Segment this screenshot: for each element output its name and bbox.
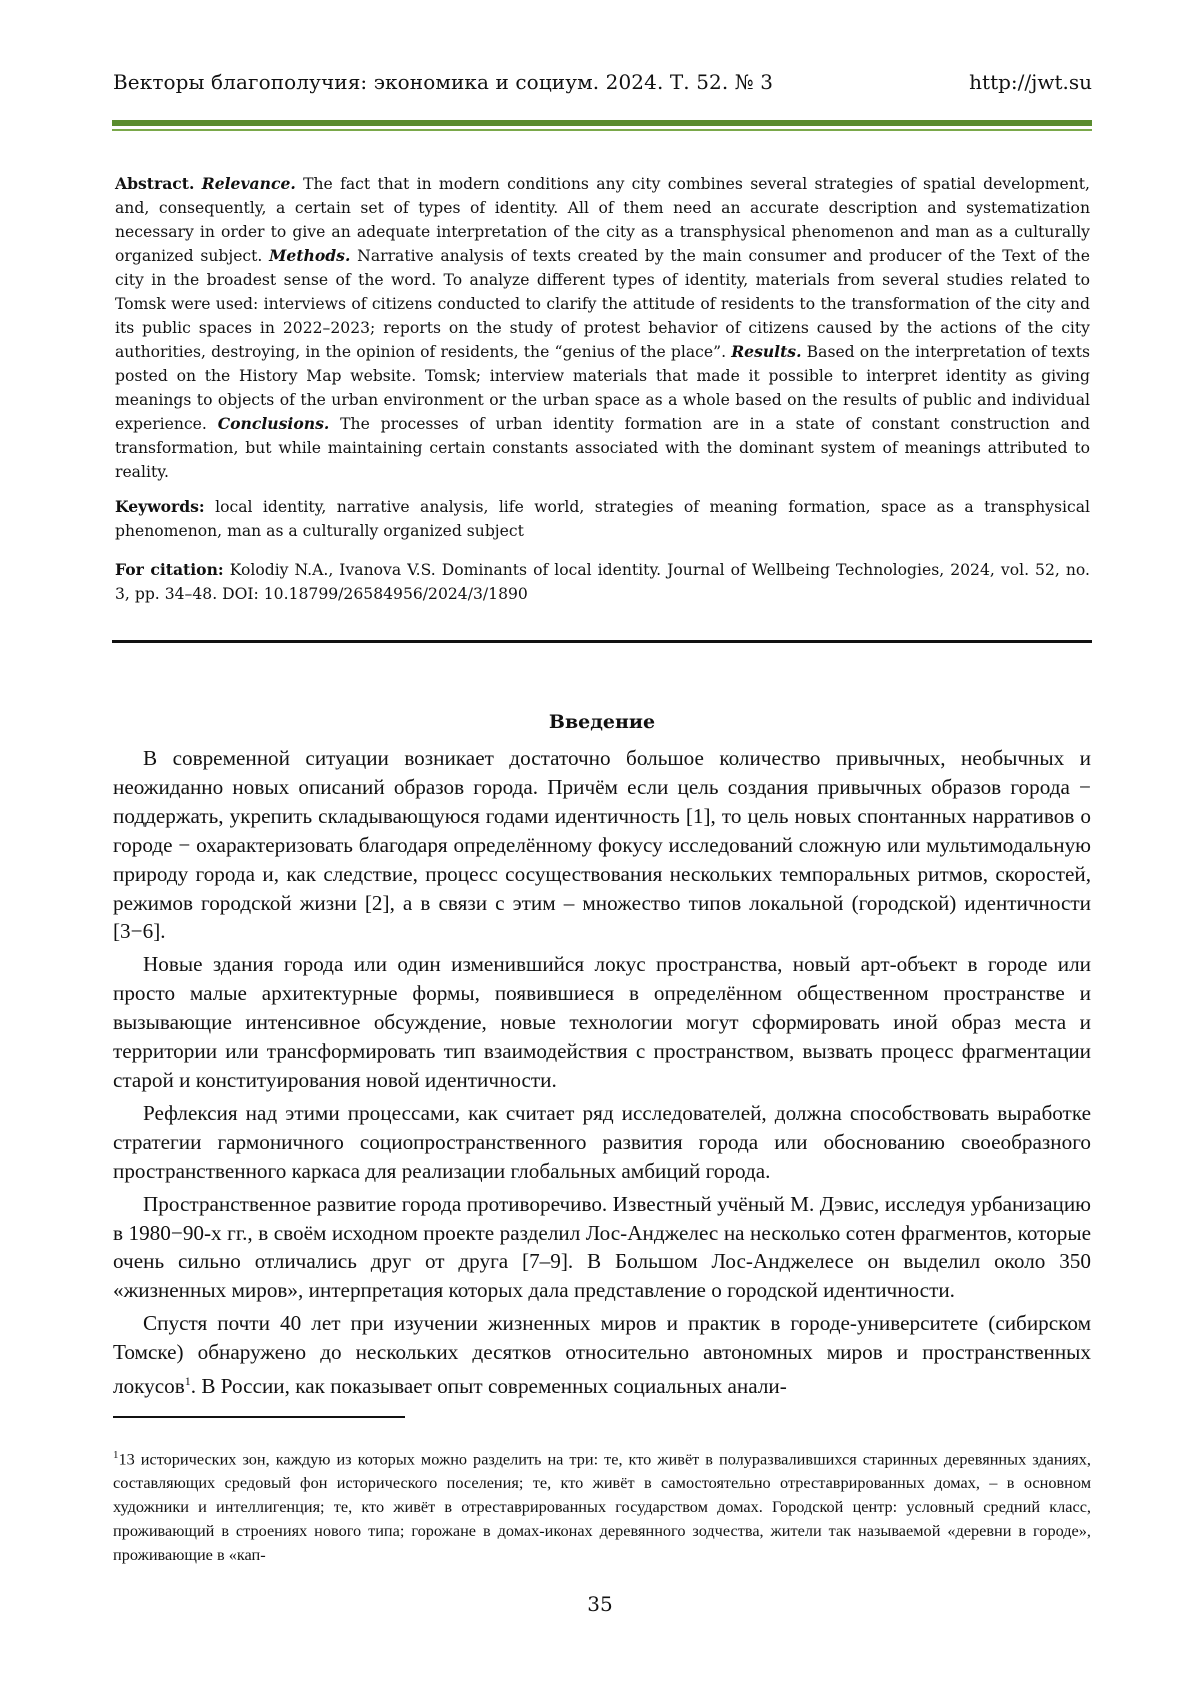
footnote-text: 13 исторических зон, каждую из которых можно разделить на три: те, кто живёт в полуразвалившихся старинных деревянных зданиях, составляющих средовый фон исторического поселения; те, кто живёт в самостоятельно отреставрированных домах, – в основном художники и интеллигенция; те, кто живёт в отреставрированных государством домах. Городской центр: условный средний класс, проживающий в строениях нового типа; горожане в домах-иконах деревянного зодчества, жители так называемой «деревни в городе», проживающие в «кап- <box>113 1449 1091 1565</box>
relevance-label: Relevance. <box>201 174 296 193</box>
header-rule-thin <box>112 129 1092 131</box>
body-paragraph <box>113 1309 1091 1401</box>
keywords-label: Keywords: <box>115 497 205 516</box>
section-title: Введение <box>548 711 656 733</box>
body-text <box>113 744 1091 1405</box>
relevance-text: The fact that in modern conditions any city combines several strategies of spatial development, and, consequently, a certain set of types of identity. All of them need an accurate description and systematization necessary in order to give an adequate interpretation of the city as a transphysical phenomenon and man as a culturally organized subject. <box>115 175 1090 265</box>
citation <box>115 558 1090 606</box>
paragraph-text: . В России, как показывает опыт современных социальных анали- <box>190 1374 787 1399</box>
journal-url[interactable]: http://jwt.su <box>969 70 1092 94</box>
header-rule-thick <box>112 120 1092 126</box>
citation-label: For citation: <box>115 560 224 579</box>
page-number: 35 <box>587 1592 613 1616</box>
paragraph-text: Спустя почти 40 лет при изучении жизненных миров и практик в городе-университете (сибирском Томске) обнаружено до нескольких десятков относительно автономных миров и пространственных локусов <box>113 1311 1091 1399</box>
body-paragraph: Пространственное развитие города противоречиво. Известный учёный М. Дэвис, исследуя урбанизацию в 1980−90-х гг., в своём исходном проекте разделил Лос-Анджелес на несколько сотен фрагментов, которые очень сильно отличались друг от друга [7–9]. В Большом Лос-Анджелесе он выделил около 350 «жизненных миров», интерпретация которых дала представление о городской идентичности. <box>113 1191 1091 1303</box>
body-paragraph: Рефлексия над этими процессами, как считает ряд исследователей, должна способствовать выработке стратегии гармоничного социопространственного развития города или обоснованию своеобразного пространственного каркаса для реализации глобальных амбиций города. <box>113 1100 1091 1183</box>
footnote-number: 1 <box>113 1449 119 1461</box>
abstract-divider <box>112 640 1092 643</box>
methods-label: Methods. <box>269 246 351 265</box>
results-label: Results. <box>731 342 802 361</box>
methods-text: Narrative analysis of texts created by the main consumer and producer of the Text of the city in the broadest sense of the word. To analyze different types of identity, materials from several studies related to Tomsk were used: interviews of citizens conducted to clarify the attitude of residents to the transformation of the city and its public spaces in 2022–2023; reports on the study of protest behavior of citizens caused by the actions of the city authorities, destroying, in the opinion of residents, the “genius of the place”. <box>115 247 1090 361</box>
footnote-rule <box>113 1416 405 1418</box>
footnote-ref[interactable]: 1 <box>184 1374 191 1389</box>
conclusions-label: Conclusions. <box>217 414 330 433</box>
citation-text: Kolodiy N.A., Ivanova V.S. Dominants of local identity. Journal of Wellbeing Technologies, 2024, vol. 52, no. 3, pp. 34–48. DOI: 10.18799/26584956/2024/3/1890 <box>115 561 1090 603</box>
abstract-label: Abstract. <box>115 174 195 193</box>
keywords <box>115 495 1090 543</box>
body-paragraph: В современной ситуации возникает достаточно большое количество привычных, необычных и неожиданно новых описаний образов города. Причём если цель создания привычных образов города − поддержать, укрепить складывающуюся годами идентичность [1], то цель новых спонтанных нарративов о городе − охарактеризовать благодаря определённому фокусу исследований сложную или мультимодальную природу города и, как следствие, процесс сосуществования нескольких темпоральных ритмов, скоростей, режимов городской жизни [2], а в связи с этим – множество типов локальной (городской) идентичности [3−6]. <box>113 746 1091 944</box>
journal-title: Векторы благополучия: экономика и социум. 2024. Т. 52. № 3 <box>113 70 774 94</box>
abstract-paragraph <box>115 172 1090 484</box>
abstract <box>115 172 1090 484</box>
conclusions-text: The processes of urban identity formation are in a state of constant construction and transformation, but while maintaining certain constants associated with the dominant system of meanings attributed to reality. <box>115 415 1090 481</box>
keywords-text: local identity, narrative analysis, life world, strategies of meaning formation, space as a transphysical phenomenon, man as a culturally organized subject <box>115 498 1090 540</box>
footnote <box>113 1443 1091 1567</box>
body-paragraph: Новые здания города или один изменившийся локус пространства, новый арт-объект в городе или просто малые архитектурные формы, появившиеся в определённом общественном пространстве и вызывающие интенсивное обсуждение, новые технологии могут сформировать иной образ места и территории или трансформировать тип взаимодействия с пространством, вызвать процесс фрагментации старой и конституирования новой идентичности. <box>113 952 1091 1092</box>
results-text: Based on the interpretation of texts posted on the History Map website. Tomsk; interview materials that made it possible to interpret identity as giving meanings to objects of the urban environment or the urban space as a whole based on the results of public and individual experience. <box>115 343 1090 433</box>
